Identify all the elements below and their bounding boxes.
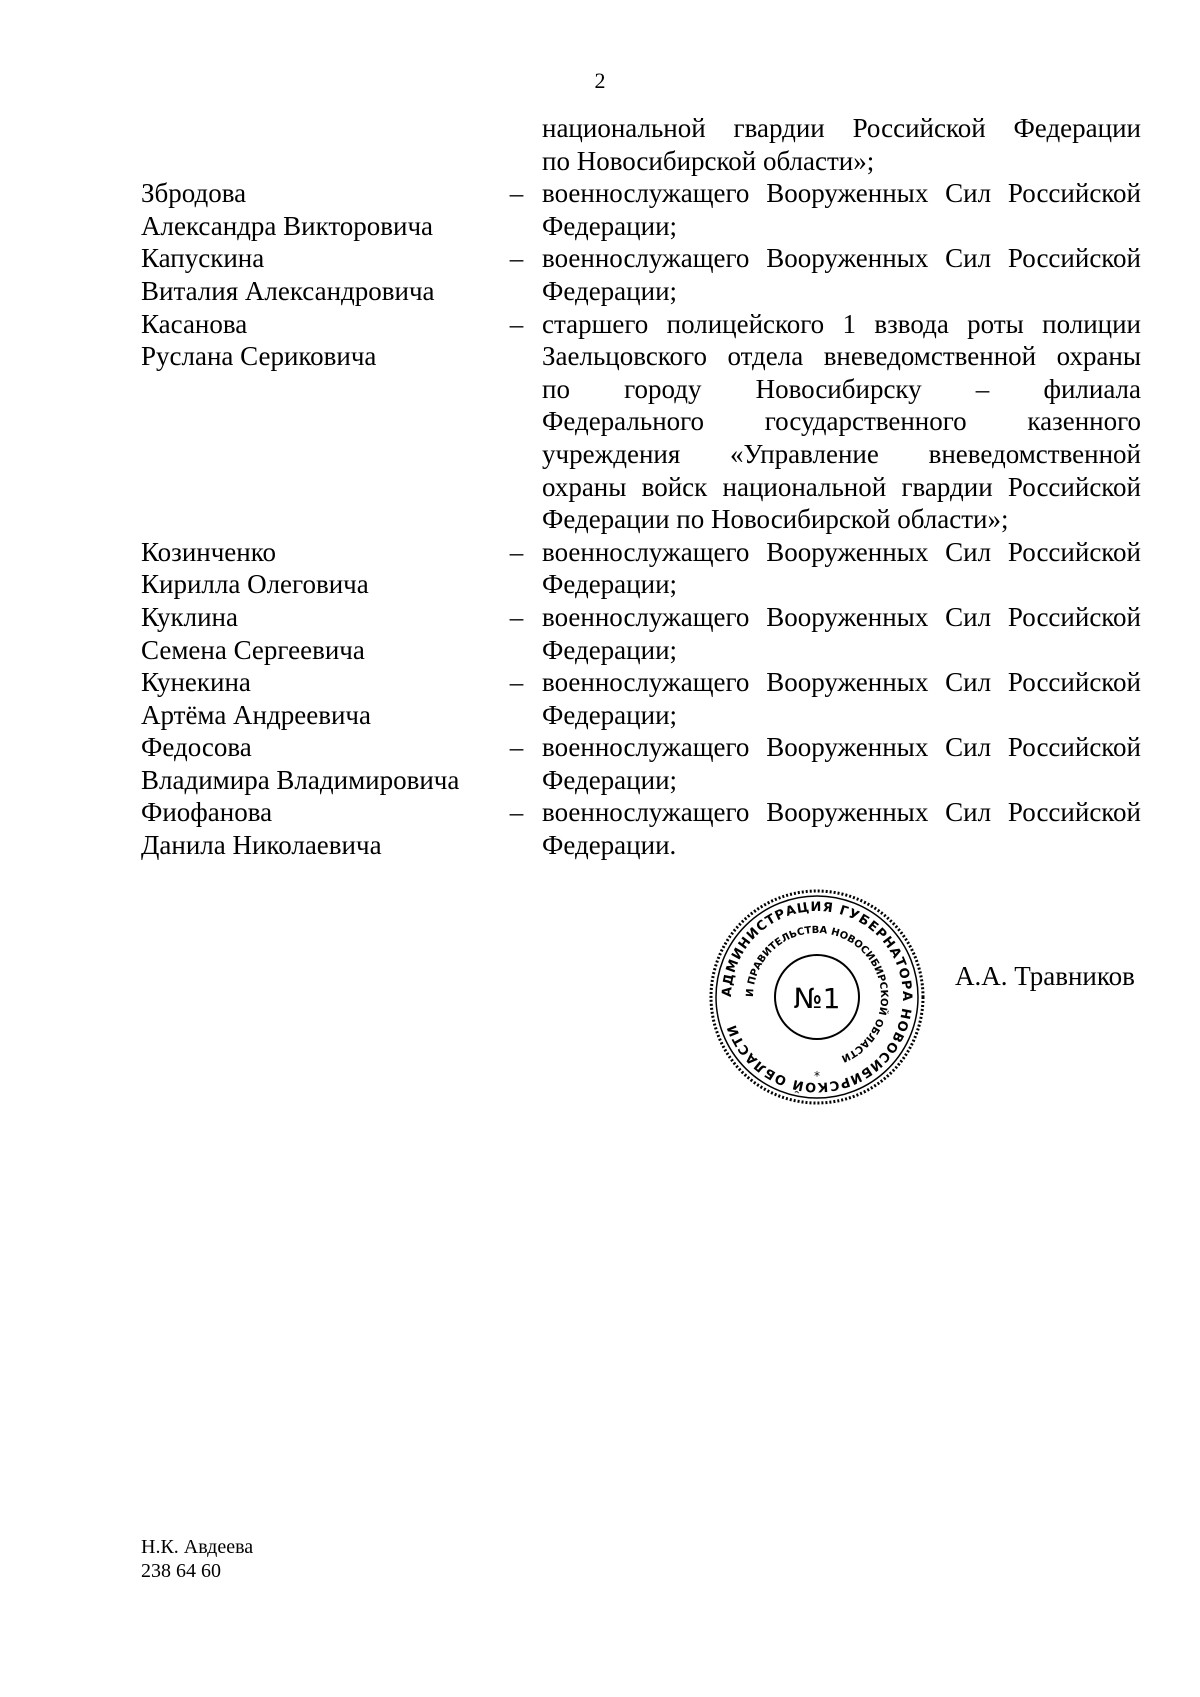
- list-item: [141, 731, 1141, 796]
- description-line: Федерации;: [542, 210, 678, 241]
- appointee-list: [141, 112, 1141, 862]
- given-name: Александра Викторовича: [141, 210, 434, 241]
- description-line: национальной гвардии Российской Федерации: [542, 113, 1141, 143]
- surname: Федосова: [141, 732, 252, 763]
- given-name: Кирилла Олеговича: [141, 569, 369, 600]
- surname: Капускина: [141, 243, 265, 274]
- person-name: [141, 731, 491, 796]
- description-line: военнослужащего Вооруженных Сил Российской: [542, 667, 1141, 698]
- dash: –: [509, 308, 524, 339]
- list-item: [141, 666, 1141, 731]
- description-line: Федерации;: [542, 764, 678, 795]
- description: [542, 601, 1141, 666]
- description-line: Федерации по Новосибирской области»;: [542, 504, 1009, 535]
- description-line: Федерального государственного казенного: [542, 406, 1141, 437]
- surname: Кунекина: [141, 667, 251, 698]
- description: [542, 112, 1141, 177]
- executor-info: [141, 1535, 253, 1583]
- given-name: Владимира Владимировича: [141, 764, 460, 795]
- page-number: 2: [594, 68, 606, 93]
- executor-phone: 238 64 60: [141, 1560, 221, 1582]
- list-item: [141, 601, 1141, 666]
- dash: –: [509, 243, 524, 274]
- list-item: [141, 177, 1141, 242]
- surname: Збродова: [141, 178, 247, 209]
- dash: –: [509, 178, 524, 209]
- description-line: Федерации;: [542, 699, 678, 730]
- surname: Куклина: [141, 601, 238, 632]
- description-line: военнослужащего Вооруженных Сил Российской: [542, 536, 1141, 567]
- description: [542, 308, 1141, 536]
- dash: –: [509, 601, 524, 632]
- description-line: Федерации;: [542, 634, 678, 665]
- description-line: военнослужащего Вооруженных Сил Российской: [542, 178, 1141, 209]
- dash: –: [509, 536, 524, 567]
- given-name: Артёма Андреевича: [141, 699, 371, 730]
- dash: –: [509, 732, 524, 763]
- description: [542, 177, 1141, 242]
- dash: –: [509, 667, 524, 698]
- person-name: [141, 536, 491, 601]
- list-item: [141, 536, 1141, 601]
- surname: Касанова: [141, 308, 248, 339]
- description: [542, 242, 1141, 307]
- description-line: Федерации;: [542, 275, 678, 306]
- signer-name: А.А. Травников: [955, 961, 1135, 991]
- person-name: [141, 601, 491, 666]
- executor-name: Н.К. Авдеева: [141, 1536, 254, 1558]
- list-item: [141, 308, 1141, 536]
- continuation-entry: [141, 112, 1141, 177]
- surname: Козинченко: [141, 536, 276, 567]
- description-line: военнослужащего Вооруженных Сил Российской: [542, 732, 1141, 763]
- description-line: учреждения «Управление вневедомственной: [542, 438, 1141, 469]
- official-seal: [708, 888, 926, 1106]
- list-item: [141, 796, 1141, 861]
- person-name: [141, 177, 491, 242]
- description-line: старшего полицейского 1 взвода роты полиции: [542, 308, 1141, 339]
- description-line: военнослужащего Вооруженных Сил Российской: [542, 243, 1141, 274]
- description-line: Федерации.: [542, 830, 677, 861]
- surname: Фиофанова: [141, 797, 273, 828]
- description: [542, 731, 1141, 796]
- given-name: Семена Сергеевича: [141, 634, 365, 665]
- given-name: Руслана Сериковича: [141, 341, 377, 372]
- seal-inner-textpath: И ПРАВИТЕЛЬСТВА НОВОСИБИРСКОЙ ОБЛАСТИ: [744, 924, 890, 1064]
- given-name: Виталия Александровича: [141, 275, 435, 306]
- seal-center-text: №1: [793, 982, 841, 1015]
- description: [542, 666, 1141, 731]
- description-line: по городу Новосибирску – филиала: [542, 373, 1141, 404]
- person-name: [141, 796, 491, 861]
- list-item: [141, 242, 1141, 307]
- description-line: военнослужащего Вооруженных Сил Российской: [542, 601, 1141, 632]
- description-line: по Новосибирской области»;: [542, 145, 875, 176]
- description-line: Заельцовского отдела вневедомственной охраны: [542, 341, 1141, 372]
- description-line: Федерации;: [542, 569, 678, 600]
- description: [542, 536, 1141, 601]
- seal-outer-textpath: АДМИНИСТРАЦИЯ ГУБЕРНАТОРА НОВОСИБИРСКОЙ ОБЛАСТИ: [719, 899, 915, 1095]
- person-name: [141, 308, 491, 373]
- seal-star: *: [814, 1069, 820, 1083]
- description: [542, 796, 1141, 861]
- person-name: [141, 666, 491, 731]
- given-name: Данила Николаевича: [141, 830, 382, 861]
- person-name: [141, 242, 491, 307]
- description-line: военнослужащего Вооруженных Сил Российской: [542, 797, 1141, 828]
- dash: –: [509, 797, 524, 828]
- description-line: охраны войск национальной гвардии Российской: [542, 471, 1141, 502]
